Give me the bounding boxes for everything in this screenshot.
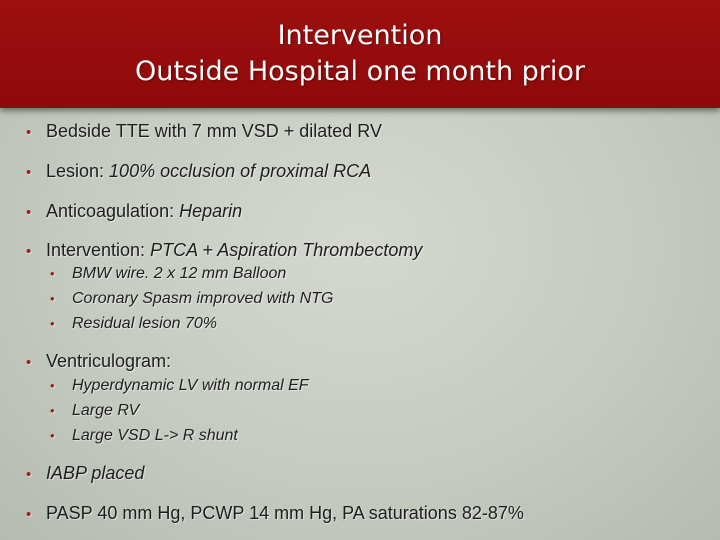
- bullet-value: PTCA + Aspiration Thrombectomy: [150, 240, 423, 260]
- bullet-icon: •: [26, 164, 32, 181]
- bullet-value: Heparin: [179, 201, 243, 221]
- bullet-ventriculogram: [26, 351, 171, 372]
- bullet-tte: [26, 121, 382, 142]
- bullet-anticoagulation: [26, 201, 242, 222]
- sub-bullet: [50, 427, 238, 445]
- bullet-icon: •: [26, 354, 32, 371]
- bullet-icon: •: [50, 378, 55, 393]
- bullet-intervention: [26, 240, 422, 261]
- sub-bullet-text: Residual lesion 70%: [72, 315, 217, 332]
- sub-bullet-text: BMW wire. 2 x 12 mm Balloon: [72, 265, 287, 282]
- slide-header: [0, 0, 720, 108]
- sub-bullet: [50, 290, 333, 308]
- sub-bullet-text: Large VSD L-> R shunt: [72, 427, 238, 444]
- bullet-text: PASP 40 mm Hg, PCWP 14 mm Hg, PA saturations 82-87%: [46, 503, 524, 523]
- bullet-icon: •: [26, 124, 32, 141]
- bullet-label: Lesion:: [46, 161, 110, 181]
- sub-bullet-text: Large RV: [72, 402, 140, 419]
- sub-bullet: [50, 315, 217, 333]
- bullet-text: IABP placed: [46, 463, 145, 483]
- bullet-lesion: [26, 161, 371, 182]
- bullet-text: Ventriculogram:: [46, 351, 172, 371]
- bullet-label: Anticoagulation:: [46, 201, 180, 221]
- sub-bullet-text: Coronary Spasm improved with NTG: [72, 290, 334, 307]
- bullet-icon: •: [50, 428, 55, 443]
- sub-bullet-text: Hyperdynamic LV with normal EF: [72, 377, 309, 394]
- bullet-icon: •: [26, 204, 32, 221]
- bullet-value: 100% occlusion of proximal RCA: [109, 161, 372, 181]
- bullet-icon: •: [50, 403, 55, 418]
- bullet-icon: •: [26, 466, 32, 483]
- bullet-text: Bedside TTE with 7 mm VSD + dilated RV: [46, 121, 382, 141]
- bullet-label: Intervention:: [46, 240, 151, 260]
- sub-bullet: [50, 402, 139, 420]
- bullet-pasp: [26, 503, 524, 524]
- slide-title-line-1: Intervention: [277, 20, 443, 51]
- bullet-icon: •: [50, 266, 55, 281]
- bullet-iabp: [26, 463, 144, 484]
- bullet-icon: •: [26, 506, 32, 523]
- bullet-icon: •: [26, 243, 32, 260]
- bullet-icon: •: [50, 291, 55, 306]
- sub-bullet: [50, 377, 309, 395]
- slide-title-line-2: Outside Hospital one month prior: [135, 56, 585, 87]
- bullet-icon: •: [50, 316, 55, 331]
- sub-bullet: [50, 265, 286, 283]
